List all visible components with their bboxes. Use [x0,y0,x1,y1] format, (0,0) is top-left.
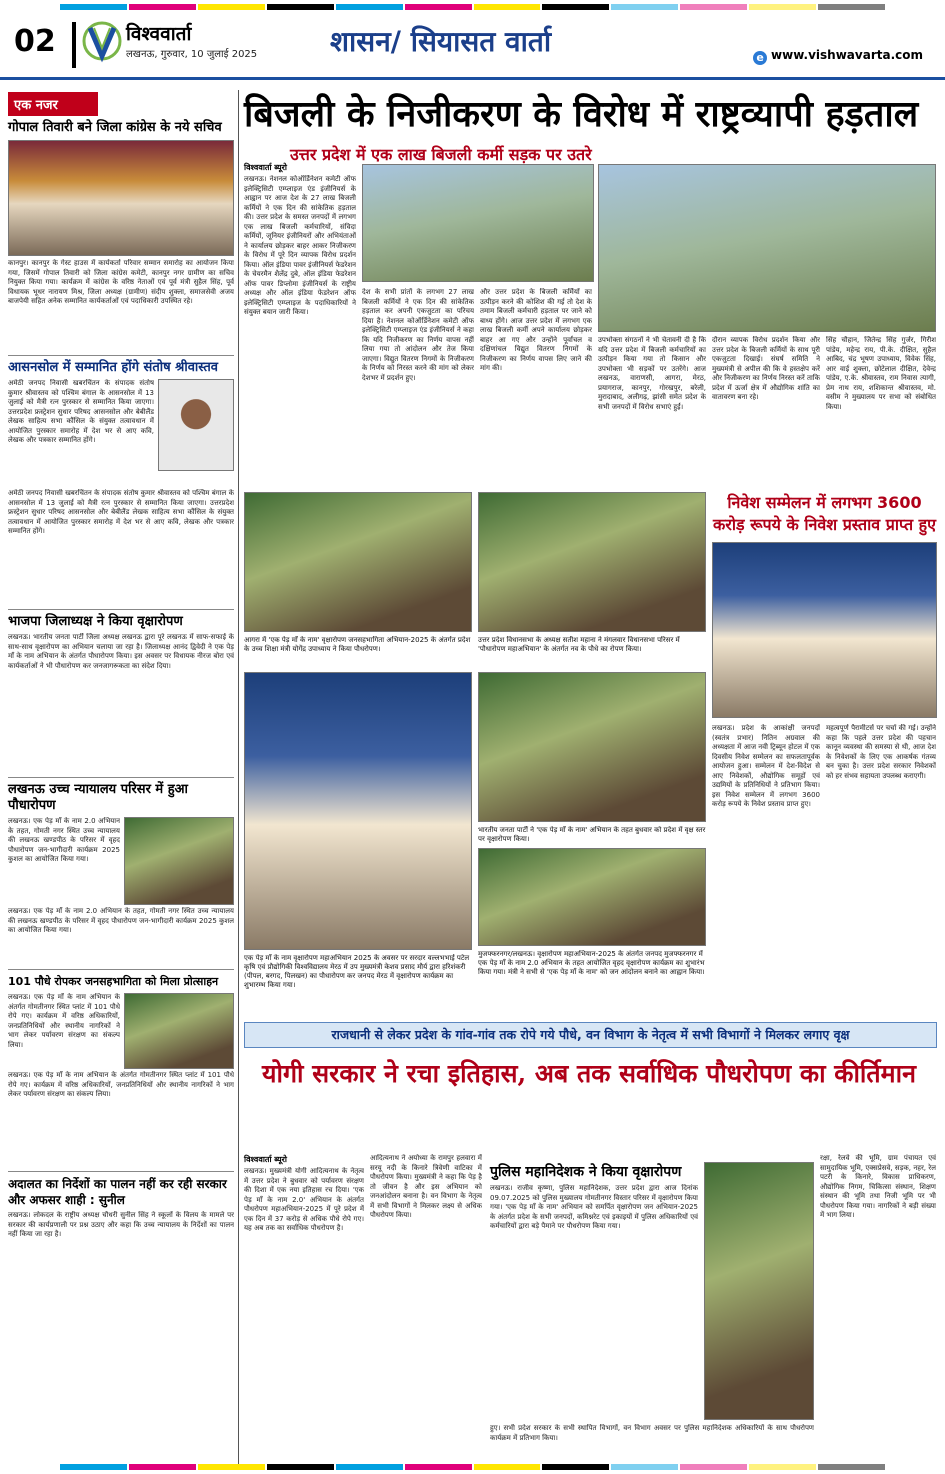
highcourt-plantation-photo [124,817,234,905]
lead-col-5-text: दौरान व्यापक विरोध प्रदर्शन किया और उत्तर प्रदेश के बिजली कर्मियों के साथ पूरी एकजुटता दिखाई। संघर्ष समिति ने मुख्यमंत्री से अपील की कि वे हस्तक्षेप करें और निजीकरण का निर्णय निरस्त करें ताकि प्रदेश में ऊर्जा क्षेत्र में औद्योगिक शांति का वातावरण बना रहे। [712,336,820,401]
plantation-101-photo [124,993,234,1069]
police-plantation-photo [704,1162,814,1420]
story-santosh-body-cont: अमेठी जनपद निवासी खबरचिंतन के संपादक संतोष कुमार श्रीवास्तव को पश्चिम बंगाल के आसनसोल में 13 जुलाई को मैत्री रत्न पुरस्कार से सम्मानित किया जाएगा। उत्तरप्रदेश फ्रस्ट्रेशन सुधार परिषद आसनसोल और बेबीलैंड लेखक साहित्य सभा कौंसिल के संयुक्त तत्वावधान में आयोजित पुरस्कार समारोह में देश भर से आए कवि, लेखक और पत्रकार सम्मानित होंगे। [8,489,234,535]
story-bjp-headline: भाजपा जिलाध्यक्ष ने किया वृक्षारोपण [8,614,183,629]
invest-col-1-text: लखनऊ। प्रदेश के आकांक्षी जनपदों (स्वतंत्र प्रभार) नितिन अग्रवाल की अध्यक्षता में आज नवी ट्रिब्यून होटल में एक दिवसीय निवेश सम्मेलन का सफलतापूर्वक आयोजन हुआ। सम्मेलन में देश-विदेश से आए निवेशकों, औद्योगिक समूहों एवं उद्यमियों के प्रतिनिधियों ने प्रतिभाग किया। इस निवेश सम्मेलन में लगभग 3600 करोड़ रूपये के निवेश प्रस्ताव प्राप्त हुए। [712,724,820,808]
yogi-record-headline: योगी सरकार ने रचा इतिहास, अब तक सर्वाधिक पौधरोपण का कीर्तिमान [262,1059,916,1088]
lead-byline: विश्ववार्ता ब्यूरो [244,163,287,172]
dateline: लखनऊ, गुरुवार, 10 जुलाई 2025 [126,49,258,60]
story-highcourt-headline: लखनऊ उच्च न्यायालय परिसर में हुआ पौधारोपण [8,782,188,813]
left-column [8,92,234,1283]
story-101-body-cont: लखनऊ। एक पेड़ माँ के नाम अभियान के अंतर्गत गोमतीनगर स्थित प्लांट में 101 पौधे रोपे गए। कार्यक्रम में वरिष्ठ अधिकारियों, जनप्रतिनिधियों और स्थानीय नागरिकों ने भाग लेकर पर्यावरण संरक्षण का संकल्प लिया। [8,1071,234,1098]
story-gopal-headline: गोपाल तिवारी बने जिला कांग्रेस के नये सचिव [8,120,222,135]
lead-headline: बिजली के निजीकरण के विरोध में राष्ट्रव्यापी हड़ताल [244,93,919,135]
lead-subhead: उत्तर प्रदेश में एक लाख बिजली कर्मी सड़क पर उतरे [290,145,592,164]
story-santosh-headline: आसनसोल में सम्मानित होंगे संतोष श्रीवास्तव [8,360,218,375]
top-color-strip [0,0,945,14]
congress-event-photo [8,140,234,256]
story-santosh-body: अमेठी जनपद निवासी खबरचिंतन के संपादक संतोष कुमार श्रीवास्तव को पश्चिम बंगाल के आसनसोल में 13 जुलाई को मैत्री रत्न पुरस्कार से सम्मानित किया जाएगा। उत्तरप्रदेश फ्रस्ट्रेशन सुधार परिषद आसनसोल और बेबीलैंड लेखक साहित्य सभा कौंसिल के संयुक्त तत्वावधान में आयोजित पुरस्कार समारोह में देश भर से आए कवि, लेखक और पत्रकार सम्मानित होंगे। [8,379,154,444]
story-sunil-headline: अदालत का निर्देशों का पालन नहीं कर रही सरकार और अफसर शाही : सुनील [8,1177,227,1207]
protest-gathering-photo [362,164,594,282]
divider [8,609,234,610]
website-url: www.vishwavarta.com [771,48,923,62]
story-sunil-body: लखनऊ। लोकदल के राष्ट्रीय अध्यक्ष चौधरी सुनील सिंह ने स्कूलों के विलय के मामले पर सरकार की कार्यप्रणाली पर प्रश्न उठाए और कहा कि उच्च न्यायालय के निर्देशों का पालन नहीं किया जा रहा है। [8,1211,234,1238]
section-title: शासन/ सियासत वार्ता [330,25,552,58]
story-highcourt-body-cont: लखनऊ। एक पेड़ माँ के नाम 2.0 अभियान के तहत, गोमती नगर स्थित उच्च न्यायालय की लखनऊ खण्डपीठ के परिसर में वृहद पौधारोपण जन-भागीदारी कार्यक्रम 2025 कुशल का आयोजित किया गया। [8,907,234,934]
invest-headline-line-2: करोड़ रूपये के निवेश प्रस्ताव प्राप्त हुए [713,515,936,534]
muzaffarnagar-plantation-photo [478,848,706,946]
story-101-headline: 101 पौधे रोपकर जनसहभागिता को मिला प्रोत्साहन [8,975,219,988]
divider [8,969,234,970]
lead-col-2-text: देश के सभी प्रांतों के लगभग 27 लाख बिजली कर्मियों ने एक दिन की सांकेतिक हड़ताल कर अपनी एकजुटता का परिचय दिया है। नेशनल कोऑर्डिनेशन कमेटी ऑफ इलेक्ट्रिसिटी एम्प्लाइज एंड इंजीनियर्स ने कहा कि यदि निजीकरण का निर्णय वापस नहीं लिया गया तो आंदोलन और तेज किया जाएगा। विद्युत वितरण निगमों के निजीकरण के निर्णय को निरस्त करने की मांग को लेकर देशभर में प्रदर्शन हुए। [362,288,474,382]
column-divider [238,90,239,1470]
police-footer: हुए। सभी प्रदेश सरकार के सभी स्थापित विभागों, वन विभाग अवसर पर पुलिस महानिदेशक अधिकारियों के साथ पौधरोपण कार्यक्रम में प्रतिभाग किया। [490,1424,814,1442]
caption-muzaffarnagar: मुजफ्फरनगर/लखनऊ। वृक्षारोपण महाअभियान-2025 के अंतर्गत जनपद मुजफ्फरनगर में एक पेड़ माँ के नाम 2.0 अभियान के तहत आयोजित वृहद वृक्षारोपण कार्यक्रम का शुभारंभ किया गया। मंत्री ने सभी से 'एक पेड़ माँ के नाम' को जन आंदोलन बनाने का आह्वान किया। [478,950,705,976]
page-number-divider [72,22,76,68]
agra-plantation-photo [244,492,472,632]
caption-agra: आगरा में 'एक पेड़ माँ के नाम' वृक्षारोपण जनसहभागिता अभियान-2025 के अंतर्गत प्रदेश के उच्च शिक्षा मंत्री योगेंद्र उपाध्याय ने किया पौधरोपण। [244,636,471,653]
protest-march-photo [598,164,936,332]
assembly-plantation-photo [478,492,706,632]
lead-col-1-text: लखनऊ। नेशनल कोऑर्डिनेशन कमेटी ऑफ इलेक्ट्रिसिटी एम्प्लाइज एंड इंजीनियर्स के आह्वान पर आज देश के 27 लाख बिजली कर्मियों ने एक दिन की सांकेतिक हड़ताल की। उत्तर प्रदेश के समस्त जनपदों में लगभग एक लाख बिजली कर्मचारियों, संविदा कर्मियों, जूनियर इंजीनियरों और अभियंताओं ने कार्यालय छोड़कर बाहर आकर निजीकरण के विरोध में पूरे दिन व्यापक विरोध प्रदर्शन किया। ऑल इंडिया पावर इंजीनियर्स फेडरेशन के चेयरमैन शैलेंद्र दुबे, ऑल इंडिया फेडरेशन ऑफ पावर डिप्लोमा इंजीनियर्स के राष्ट्रीय अध्यक्ष और ऑल इंडिया फेडरेशन ऑफ इलेक्ट्रिसिटी एम्प्लाइज के पदाधिकारियों ने संयुक्त बयान जारी किया। [244,175,356,316]
record-col-3-text: रक्षा, रेलवे की भूमि, ग्राम पंचायत एवं सामुदायिक भूमि, एक्सप्रेसवे, सड़क, नहर, रेल पटरी के किनारे, विकास प्राधिकरण, औद्योगिक निगम, चिकित्सा संस्थान, शिक्षण संस्थान की भूमि तथा निजी भूमि पर भी पौधरोपण किया गया। नागरिकों ने बड़ी संख्या में भाग लिया। [820,1154,936,1219]
bottom-color-strip [0,1460,945,1474]
story-gopal-body: कानपुर। कानपुर के गेस्ट हाउस में कार्यकर्ता परिवार सम्मान समारोह का आयोजन किया गया, जिसमें गोपाल तिवारी को जिला कांग्रेस कमेटी, कानपुर नगर ग्रामीण का सचिव नियुक्त किया गया। कार्यक्रम में कांग्रेस के वरिष्ठ नेताओं एवं पूर्व मंत्री सुहैल सिंह, पूर्व विधायक भूधर नारायण मिश्र, जिला अध्यक्ष (ग्रामीण) संदीप शुक्ला, समाजसेवी अजय बाजपेयी सहित अनेक सम्मानित कार्यकर्ताओं एवं पदाधिकारी उपस्थित रहे। [8,259,234,305]
masthead [0,18,945,80]
meerut-plantation-photo [244,672,472,950]
police-body: लखनऊ। राजीव कृष्णा, पुलिस महानिदेशक, उत्तर प्रदेश द्वारा आज दिनांक 09.07.2025 को पुलिस मुख्यालय गोमतीनगर विस्तार परिसर में वृक्षारोपण किया गया। 'एक पेड़ माँ के नाम' अभियान को समर्पित वृक्षारोपण जन अभियान-2025 के अंतर्गत प्रदेश के सभी जनपदों, कमिश्नरेट एवं इकाइयों में पुलिस अधिकारियों एवं कर्मचारियों द्वारा बड़े पैमाने पर पौधरोपण किया गया। [490,1184,698,1230]
bjp-plantation-photo [478,672,706,822]
vishwavarta-logo-icon [82,18,122,64]
lead-col-3-text: और उत्तर प्रदेश के बिजली कर्मियों का उत्पीड़न करने की कोशिश की गई तो देश के तमाम बिजली कर्मचारी हड़ताल पर जाने को बाध्य होंगे। आज उत्तर प्रदेश में लगभग एक लाख बिजली कर्मी अपने कार्यालय छोड़कर बाहर आ गए और उन्होंने पूर्वांचल व दक्षिणांचल विद्युत वितरण निगमों के निजीकरण का निर्णय वापस लिए जाने की मांग की। [480,288,592,372]
santosh-portrait-photo [158,379,234,471]
lead-col-1 [244,162,356,491]
record-col-1-text: लखनऊ। मुख्यमंत्री योगी आदित्यनाथ के नेतृत्व में उत्तर प्रदेश ने बुधवार को पर्यावरण संरक्षण की दिशा में एक नया इतिहास रच दिया। 'एक पेड़ माँ के नाम 2.0' अभियान के अंतर्गत पौधरोपण महाअभियान-2025 में पूरे प्रदेश में एक दिन में 37 करोड़ से अधिक पौधे रोपे गए। यह अब तक का सर्वाधिक पौधरोपण है। [244,1167,364,1232]
brand-name: विश्ववार्ता [126,23,192,45]
investment-summit-photo [712,542,937,718]
story-highcourt-body: लखनऊ। एक पेड़ माँ के नाम 2.0 अभियान के तहत, गोमती नगर स्थित उच्च न्यायालय की लखनऊ खण्डपीठ के परिसर में वृहद पौधारोपण जन-भागीदारी कार्यक्रम 2025 कुशल का आयोजित किया गया। [8,817,120,863]
police-headline: पुलिस महानिदेशक ने किया वृक्षारोपण [490,1164,682,1180]
caption-meerut: एक पेड़ माँ के नाम वृक्षारोपण महाअभियान 2025 के अवसर पर सरदार वल्लभभाई पटेल कृषि एवं प्रौद्योगिकी विश्वविद्यालय मेरठ में उप मुख्यमंत्री केशव प्रसाद मौर्य द्वारा हरिशंकरी (पीपल, बरगद, पिलखन) का पौधारोपण कर जनपद मेरठ में वृक्षारोपण कार्यक्रम का शुभारम्भ किया गया। [244,954,470,989]
ek-nazar-tag: एक नजर [8,92,98,116]
divider [8,355,234,356]
record-byline: विश्ववार्ता ब्यूरो [244,1155,287,1164]
record-col-2-text: आदित्यनाथ ने अयोध्या के रामपुर हलवारा में सरयू नदी के किनारे त्रिवेणी वाटिका में पौधरोपण किया। मुख्यमंत्री ने कहा कि पेड़ है तो जीवन है और इस अभियान को जनआंदोलन बनाना है। वन विभाग के नेतृत्व में सभी विभागों ने मिलकर लक्ष्य से अधिक पौधरोपण किया। [370,1154,482,1219]
divider [8,777,234,778]
lead-col-6-text: सिंह चौहान, जितेन्द्र सिंह गुर्जर, गिरीश पांडेय, महेन्द्र राय, पी.के. दीक्षित, सुहैल आबिद, चंद्र भूषण उपाध्याय, विवेक सिंह, आर वाई शुक्ला, छोटेलाल दीक्षित, देवेन्द्र पांडेय, ए.के. श्रीवास्तव, राम निवास त्यागी, प्रेम नाथ राय, शशिकान्त श्रीवास्तव, मो. वसीम ने मुख्यालय पर सभा को संबोधित किया। [826,336,936,411]
page-number: 02 [14,24,56,59]
record-col-1 [244,1154,364,1467]
invest-col-2-text: महत्वपूर्ण पैरामीटर्स पर चर्चा की गई। उन्होंने कहा कि पहले उत्तर प्रदेश की पहचान कानून व्यवस्था की समस्या से थी, आज देश के निवेशकों के लिए एक आकर्षक गंतव्य बन चुका है। उत्तर प्रदेश सरकार निवेशकों को हर संभव सहायता उपलब्ध कराएगी। [826,724,936,780]
divider [8,1171,234,1172]
invest-headline-line-1: निवेश सम्मेलन में लगभग 3600 [727,493,922,512]
caption-bjp: भारतीय जनता पार्टी ने 'एक पेड़ माँ के नाम' अभियान के तहत बुधवार को प्रदेश में वृक्ष स्तर पर वृक्षारोपण किया। [478,826,706,843]
invest-headline [712,492,937,536]
ie-globe-icon: e [753,51,767,65]
website-link[interactable] [753,48,923,65]
caption-assembly: उत्तर प्रदेश विधानसभा के अध्यक्ष सतीश महाना ने मंगलवार विधानसभा परिसर में 'पौधारोपण महाअभियान' के अंतर्गत नव के पौधे का रोपण किया। [478,636,680,653]
plantation-strip-headline: राजधानी से लेकर प्रदेश के गांव-गांव तक रोपे गये पौधे, वन विभाग के नेतृत्व में सभी विभागों ने मिलकर लगाए वृक्ष [244,1022,937,1048]
story-101-body: लखनऊ। एक पेड़ माँ के नाम अभियान के अंतर्गत गोमतीनगर स्थित प्लांट में 101 पौधे रोपे गए। कार्यक्रम में वरिष्ठ अधिकारियों, जनप्रतिनिधियों और स्थानीय नागरिकों ने भाग लेकर पर्यावरण संरक्षण का संकल्प लिया। [8,993,120,1049]
lead-col-4-text: उपभोक्ता संगठनों ने भी चेतावनी दी है कि यदि उत्तर प्रदेश में बिजली कर्मचारियों का उत्पीड़न किया गया तो किसान और उपभोक्ता भी सड़कों पर उतरेंगे। आज लखनऊ, वाराणसी, आगरा, मेरठ, प्रयागराज, कानपुर, गोरखपुर, बरेली, मुरादाबाद, अलीगढ़, झांसी समेत प्रदेश के सभी जनपदों में विरोध सभाएं हुईं। [598,336,706,411]
story-bjp-body: लखनऊ। भारतीय जनता पार्टी जिला अध्यक्ष लखनऊ द्वारा पूरे लखनऊ में साफ-सफाई के साथ-साथ वृक्षारोपण का अभियान चलाया जा रहा है। जिलाध्यक्ष आनंद द्विवेदी ने एक पेड़ माँ के नाम अभियान के अंतर्गत पौधारोपण किया। इस अवसर पर विधायक नीरज बोरा एवं कार्यकर्ताओं ने भी पौधारोपण कर जनजागरूकता का संदेश दिया। [8,633,234,670]
